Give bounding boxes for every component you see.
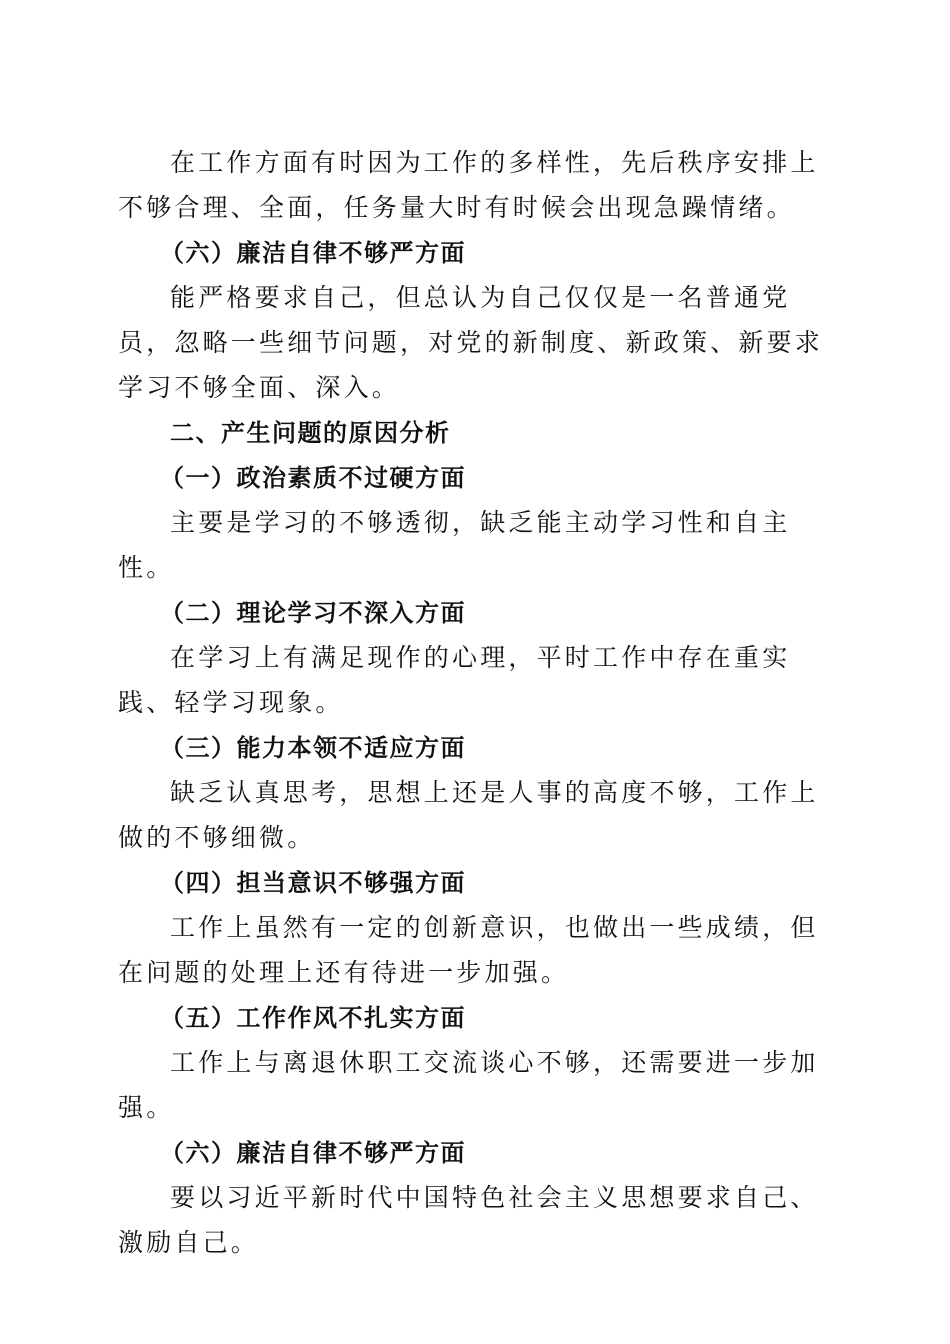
paragraph-self-requirement: 能严格要求自己，但总认为自己仅仅是一名普通党员，忽略一些细节问题，对党的新制度、新政策、新要求学习不够全面、深入。 — [118, 283, 824, 402]
paragraph-work-arrangement: 在工作方面有时因为工作的多样性，先后秩序安排上不够合理、全面，任务量大时有时候会出现急躁情绪。 — [118, 148, 819, 222]
subheading-responsibility: （四）担当意识不够强方面 — [160, 868, 466, 897]
paragraph-political-quality: 主要是学习的不够透彻，缺乏能主动学习性和自主性。 — [118, 508, 791, 582]
paragraph-ability: 缺乏认真思考，思想上还是人事的高度不够，工作上做的不够细微。 — [118, 778, 819, 852]
section-heading-cause-analysis: 二、产生问题的原因分析 — [170, 418, 451, 447]
paragraph-integrity-2: 要以习近平新时代中国特色社会主义思想要求自己、激励自己。 — [118, 1183, 819, 1257]
subheading-integrity-self-discipline-2: （六）廉洁自律不够严方面 — [160, 1138, 466, 1167]
paragraph-theory-study: 在学习上有满足现作的心理，平时工作中存在重实践、轻学习现象。 — [118, 643, 791, 717]
subheading-ability: （三）能力本领不适应方面 — [160, 733, 466, 762]
subheading-theory-study: （二）理论学习不深入方面 — [160, 598, 466, 627]
document-body — [118, 140, 828, 1265]
paragraph-work-style: 工作上与离退休职工交流谈心不够，还需要进一步加强。 — [118, 1048, 819, 1122]
subheading-work-style: （五）工作作风不扎实方面 — [160, 1003, 466, 1032]
paragraph-responsibility: 工作上虽然有一定的创新意识，也做出一些成绩，但在问题的处理上还有待进一步加强。 — [118, 913, 819, 987]
subheading-integrity-self-discipline: （六）廉洁自律不够严方面 — [160, 238, 466, 267]
subheading-political-quality: （一）政治素质不过硬方面 — [160, 463, 466, 492]
